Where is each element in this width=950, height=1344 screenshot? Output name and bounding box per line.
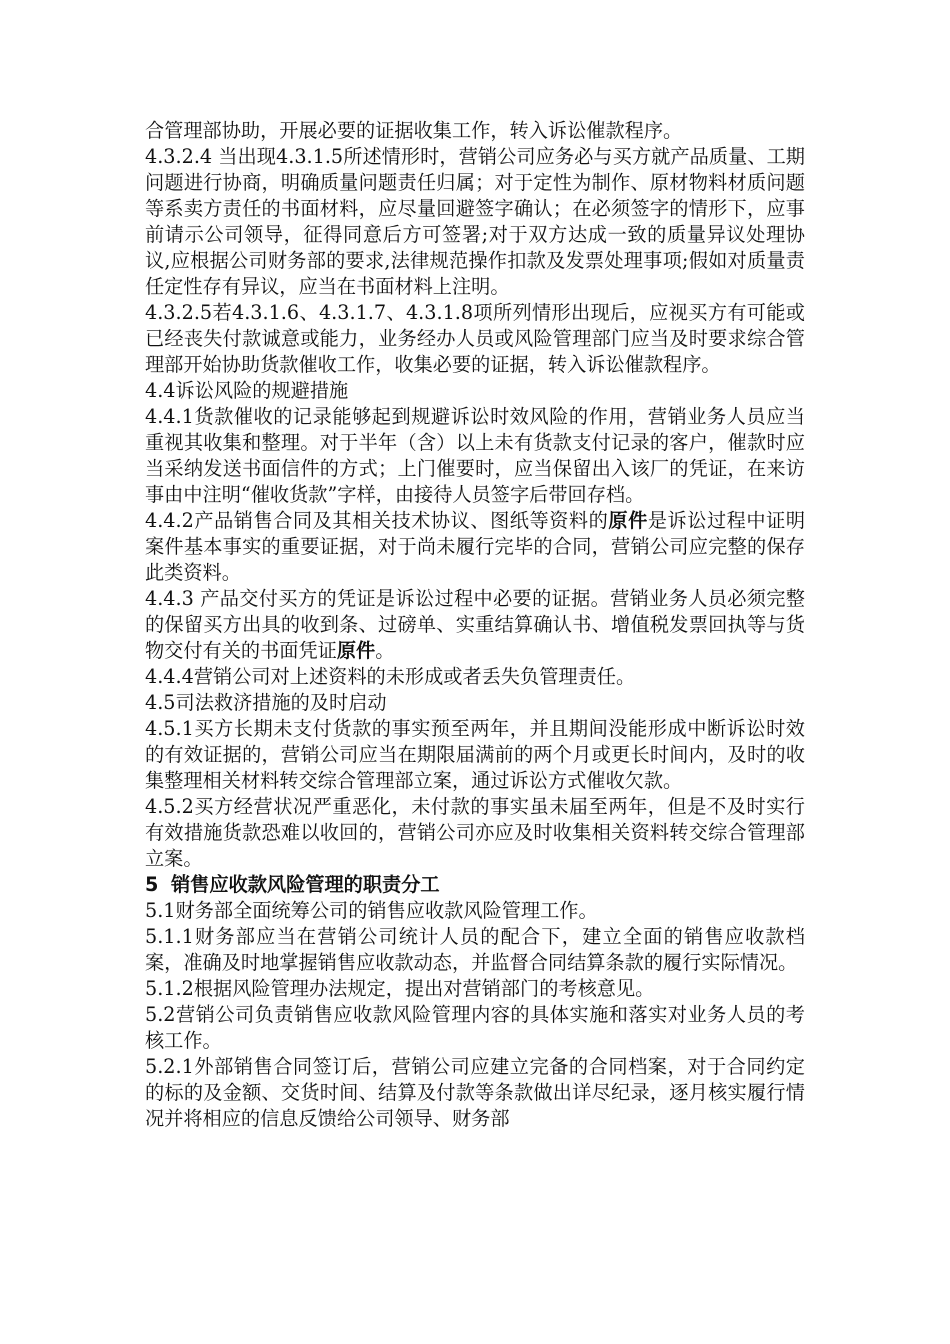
paragraph: [145, 586, 805, 664]
paragraph: 4.3.2.5若4.3.1.6、4.3.1.7、4.3.1.8项所列情形出现后，应视买方有可能或已经丧失付款诚意或能力，业务经办人员或风险管理部门应当及时要求综合管理部开始协助货款催收工作，收集必要的证据，转入诉讼催款程序。: [145, 301, 805, 376]
paragraph: 5.1财务部全面统筹公司的销售应收款风险管理工作。: [145, 899, 598, 922]
paragraph: 4.5.2买方经营状况严重恶化，未付款的事实虽未届至两年，但是不及时实行有效措施货款恐难以收回的，营销公司亦应及时收集相关资料转交综合管理部立案。: [145, 795, 805, 870]
paragraph: 4.4.4营销公司对上述资料的未形成或者丢失负管理责任。: [145, 665, 636, 688]
chapter-heading: [145, 872, 805, 898]
paragraph: 5.2营销公司负责销售应收款风险管理内容的具体实施和落实对业务人员的考核工作。: [145, 1003, 805, 1052]
section-heading: 4.4诉讼风险的规避措施: [145, 379, 349, 402]
paragraph: [145, 508, 805, 586]
document-page: [145, 118, 805, 1132]
paragraph-text: 4.4.2产品销售合同及其相关技术协议、图纸等资料的: [145, 509, 609, 532]
paragraph-text: 是诉讼过程中证明案件基本事实的重要证据，对于尚未履行完毕的合同，营销公司应完整的保存此类资料。: [145, 509, 806, 584]
paragraph-text: 4.4.3 产品交付买方的凭证是诉讼过程中必要的证据。营销业务人员必须完整的保留买方出具的收到条、过磅单、实重结算确认书、增值税发票回执等与货物交付有关的书面凭证: [145, 587, 805, 662]
chapter-number: 5: [145, 873, 159, 896]
emphasis-text: 原件: [608, 509, 648, 532]
paragraph: 5.1.1财务部应当在营销公司统计人员的配合下，建立全面的销售应收款档案，准确及时地掌握销售应收款动态，并监督合同结算条款的履行实际情况。: [145, 925, 805, 974]
paragraph: 合管理部协助，开展必要的证据收集工作，转入诉讼催款程序。: [145, 119, 683, 142]
emphasis-text: 原件: [336, 639, 376, 662]
paragraph: 5.2.1外部销售合同签订后，营销公司应建立完备的合同档案，对于合同约定的标的及金额、交货时间、结算及付款等条款做出详尽纪录，逐月核实履行情况并将相应的信息反馈给公司领导、财务部: [145, 1055, 805, 1130]
paragraph: 4.3.2.4 当出现4.3.1.5所述情形时，营销公司应务必与买方就产品质量、工期问题进行协商，明确质量问题责任归属；对于定性为制作、原材物料材质问题等系卖方责任的书面材料，应尽量回避签字确认；在必须签字的情形下，应事前请示公司领导，征得同意后方可签署;对于双方达成一致的质量异议处理协议,应根据公司财务部的要求,法律规范操作扣款及发票处理事项;假如对质量责任定性存有异议，应当在书面材料上注明。: [145, 145, 805, 298]
section-heading: 4.5司法救济措施的及时启动: [145, 691, 387, 714]
paragraph: 4.5.1买方长期未支付货款的事实预至两年，并且期间没能形成中断诉讼时效的有效证据的，营销公司应当在期限届满前的两个月或更长时间内，及时的收集整理相关材料转交综合管理部立案，通过诉讼方式催收欠款。: [145, 717, 805, 792]
chapter-title: 销售应收款风险管理的职责分工: [171, 873, 440, 896]
paragraph: 5.1.2根据风险管理办法规定，提出对营销部门的考核意见。: [145, 977, 655, 1000]
paragraph-text: 。: [375, 639, 395, 662]
paragraph: 4.4.1货款催收的记录能够起到规避诉讼时效风险的作用，营销业务人员应当重视其收集和整理。对于半年（含）以上未有货款支付记录的客户，催款时应当采纳发送书面信件的方式；上门催要时，应当保留出入该厂的凭证，在来访事由中注明“催收货款”字样，由接待人员签字后带回存档。: [145, 405, 805, 506]
